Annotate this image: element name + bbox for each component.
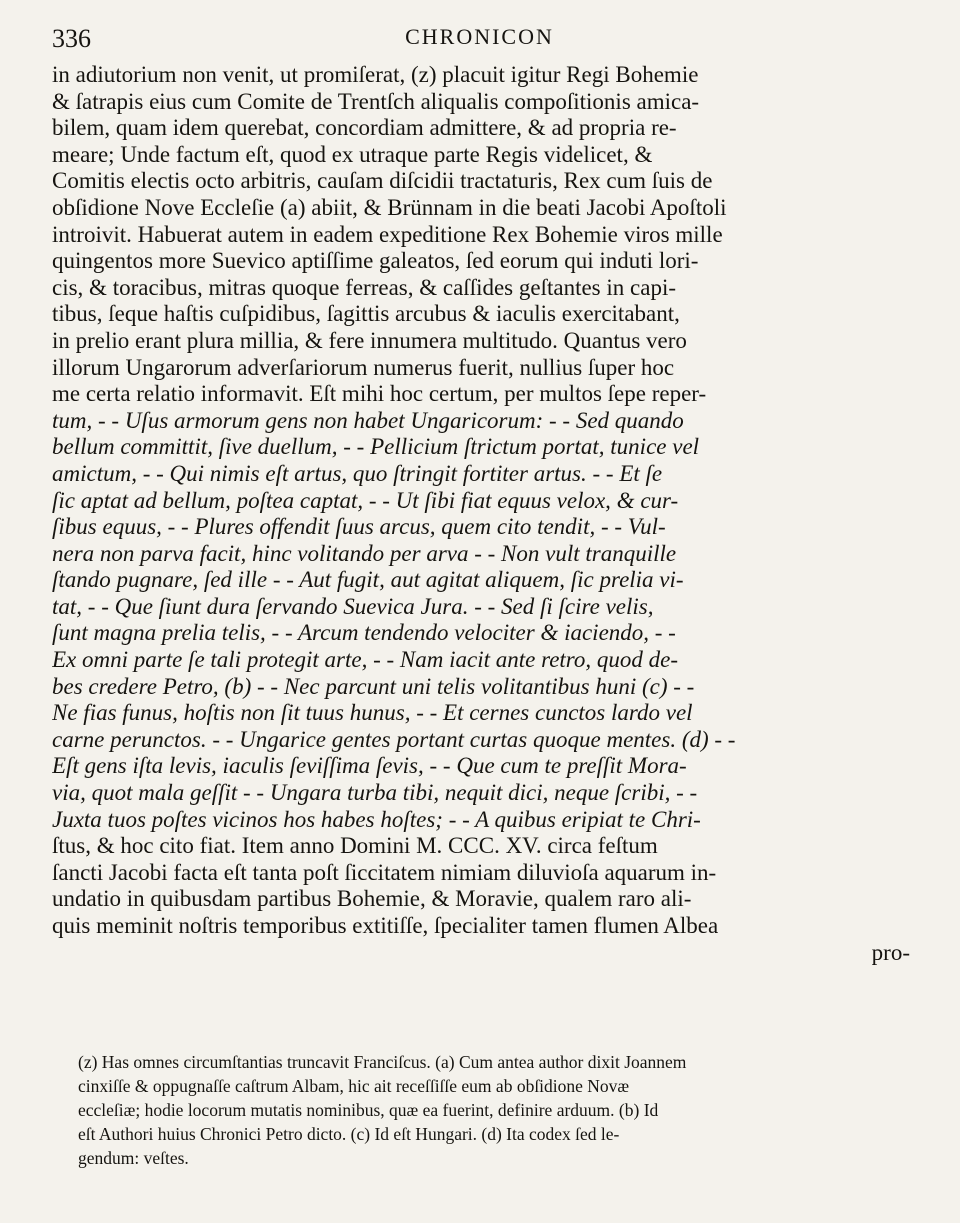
verse-line: carne perunctos. - - Ungarice gentes portant curtas quoque mentes. (d) - - [52, 726, 736, 752]
text-line: Comitis electis octo arbitris, cauſam diſcidii tractaturis, Rex cum ſuis de [52, 168, 713, 194]
text-line: undatio in quibusdam partibus Bohemie, & Moravie, qualem raro ali- [52, 886, 692, 912]
page-header [52, 18, 907, 58]
verse-line: via, quot mala geſſit - - Ungara turba tibi, nequit dici, neque ſcribi, - - [52, 780, 698, 806]
text-line: meare; Unde factum eſt, quod ex utraque parte Regis videlicet, & [52, 141, 653, 167]
text-line: me certa relatio informavit. Eſt mihi hoc certum, per multos ſepe reper- [52, 381, 707, 407]
text-line: ſtus, & hoc cito fiat. Item anno Domini M. CCC. XV. circa feſtum [52, 833, 658, 859]
text-line: illorum Ungarorum adverſariorum numerus fuerit, nullius ſuper hoc [52, 354, 675, 380]
text-line: in prelio erant plura millia, & fere innumera multitudo. Quantus vero [52, 327, 687, 353]
verse-line: tat, - - Que ſiunt dura ſervando Suevica Jura. - - Sed ſi ſcire velis, [52, 593, 654, 619]
footnote-line: eſt Authori huius Chronici Petro dicto. (c) Id eſt Hungari. (d) Ita codex ſed le- [78, 1124, 620, 1144]
verse-line: Eſt gens iſta levis, iaculis ſeviſſima ſevis, - - Que cum te preſſit Mora- [52, 753, 687, 779]
text-line: obſidione Nove Eccleſie (a) abiit, & Brünnam in die beati Jacobi Apoſtoli [52, 194, 727, 220]
text-line: ſancti Jacobi facta eſt tanta poſt ſiccitatem nimiam diluvioſa aquarum in- [52, 859, 717, 885]
verse-line: bellum committit, ſive duellum, - - Pellicium ſtrictum portat, tunice vel [52, 434, 700, 460]
text-line: & ſatrapis eius cum Comite de Trentſch aliqualis compoſitionis amica- [52, 88, 700, 114]
footnote-line: gendum: veſtes. [78, 1148, 189, 1168]
verse-line: ſibus equus, - - Plures offendit ſuus arcus, quem cito tendit, - - Vul- [52, 514, 666, 540]
text-line: introivit. Habuerat autem in eadem expeditione Rex Bohemie viros mille [52, 221, 723, 247]
text-line: in adiutorium non venit, ut promiſerat, (z) placuit igitur Regi Bohemie [52, 62, 699, 87]
verse-line: ſic aptat ad bellum, poſtea captat, - - Ut ſibi fiat equus velox, & cur- [52, 487, 679, 513]
verse-line: ſtando pugnare, ſed ille - - Aut fugit, aut agitat aliquem, ſic prelia vi- [52, 567, 684, 593]
verse-line: Ne fias funus, hoſtis non ſit tuus hunus, - - Et cernes cunctos lardo vel [52, 700, 693, 726]
text-line: bilem, quam idem querebat, concordiam admittere, & ad propria re- [52, 115, 677, 141]
verse-line: Juxta tuos poſtes vicinos hos habes hoſtes; - - A quibus eripiat te Chri- [52, 806, 701, 832]
main-text [52, 62, 910, 966]
verse-line: ſunt magna prelia telis, - - Arcum tendendo velociter & iaciendo, - - [52, 620, 676, 646]
verse-line: nera non parva facit, hinc volitando per arva - - Non vult tranquille [52, 540, 677, 566]
page-number: 336 [52, 24, 91, 53]
text-line: quingentos more Suevico aptiſſime galeatos, ſed eorum qui induti lori- [52, 248, 699, 274]
running-head: CHRONICON [405, 24, 554, 49]
footnote-line: cinxiſſe & oppugnaſſe caſtrum Albam, hic ait receſſiſſe eum ab obſidione Novæ [78, 1076, 630, 1096]
footnotes [78, 1050, 910, 1170]
catchword: pro- [871, 939, 910, 965]
verse-line: tum, - - Uſus armorum gens non habet Ungaricorum: - - Sed quando [52, 407, 684, 433]
verse-line: bes credere Petro, (b) - - Nec parcunt uni telis volitantibus huni (c) - - [52, 673, 695, 699]
verse-line: Ex omni parte ſe tali protegit arte, - - Nam iacit ante retro, quod de- [52, 647, 679, 673]
text-line: cis, & toracibus, mitras quoque ferreas, & caſſides geſtantes in capi- [52, 274, 676, 300]
text-line: tibus, ſeque haſtis cuſpidibus, ſagittis arcubus & iaculis exercitabant, [52, 301, 680, 327]
footnote-line: eccleſiæ; hodie locorum mutatis nominibus, quæ ea fuerint, definire arduum. (b) Id [78, 1100, 659, 1120]
verse-line: amictum, - - Qui nimis eſt artus, quo ſtringit fortiter artus. - - Et ſe [52, 460, 663, 486]
text-line: quis meminit noſtris temporibus extitiſſe, ſpecialiter tamen flumen Albea [52, 913, 719, 938]
footnote-line: (z) Has omnes circumſtantias truncavit Franciſcus. (a) Cum antea author dixit Joannem [78, 1052, 687, 1072]
